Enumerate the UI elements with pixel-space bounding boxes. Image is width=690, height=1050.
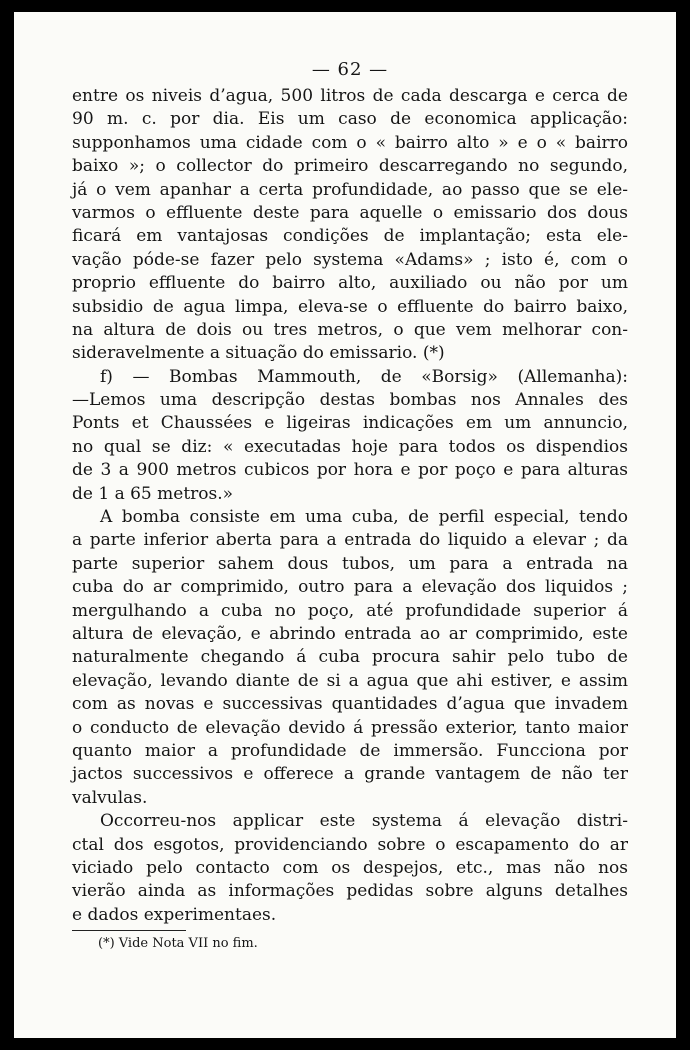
text-line: f) — Bombas Mammouth, de «Borsig» (Allemanha):: [100, 366, 628, 387]
text-line: viciado pelo contacto com os despejos, etc., mas não nos: [72, 857, 628, 878]
text-line: já o vem apanhar a certa profundidade, ao passo que se ele-: [72, 179, 628, 200]
book-page: [14, 12, 676, 1038]
text-line: entre os niveis d’agua, 500 litros de cada descarga e cerca de: [72, 86, 628, 106]
text-line: proprio effluente do bairro alto, auxiliado ou não por um: [72, 273, 628, 294]
text-line: de 3 a 900 metros cubicos por hora e por poço e para alturas: [72, 460, 628, 481]
page-text: [72, 58, 628, 953]
text-line: no qual se diz: « executadas hoje para todos os dispendios: [72, 436, 628, 457]
text-line: A bomba consiste em uma cuba, de perfil especial, tendo: [100, 507, 628, 528]
text-line: de 1 a 65 metros.»: [72, 483, 234, 504]
footnote: (*) Vide Nota VII no fim.: [98, 936, 258, 952]
text-line: sideravelmente a situação do emissario. (*): [72, 343, 445, 364]
text-line: naturalmente chegando á cuba procura sahir pelo tubo de: [72, 647, 628, 668]
text-line: subsidio de agua limpa, eleva-se o effluente do bairro baixo,: [72, 296, 628, 317]
text-line: ctal dos esgotos, providenciando sobre o escapamento do ar: [72, 834, 628, 855]
text-line: cuba do ar comprimido, outro para a elevação dos liquidos ;: [72, 577, 628, 598]
text-line: baixo »; o collector do primeiro descarregando no segundo,: [72, 156, 628, 177]
text-line: elevação, levando diante de si a agua que ahi estiver, e assim: [72, 670, 628, 691]
text-line: Occorreu-nos applicar este systema á elevação distri-: [100, 811, 628, 832]
text-line: valvulas.: [72, 787, 148, 808]
page-number: — 62 —: [311, 59, 389, 80]
text-line: com as novas e successivas quantidades d’agua que invadem: [72, 694, 628, 715]
text-line: na altura de dois ou tres metros, o que vem melhorar con-: [72, 319, 628, 340]
footnote-rule: [72, 930, 186, 931]
text-line: parte superior sahem dous tubos, um para a entrada na: [72, 553, 628, 574]
text-line: altura de elevação, e abrindo entrada ao ar comprimido, este: [72, 623, 628, 644]
text-line: quanto maior a profundidade de immersão. Funcciona por: [72, 740, 628, 761]
text-line: —Lemos uma descripção destas bombas nos Annales des: [72, 390, 628, 411]
text-line: e dados experimentaes.: [72, 904, 277, 925]
text-line: o conducto de elevação devido á pressão exterior, tanto maior: [72, 717, 628, 738]
text-line: a parte inferior aberta para a entrada do liquido a elevar ; da: [72, 530, 628, 551]
text-line: 90 m. c. por dia. Eis um caso de economica applicação:: [72, 109, 628, 130]
text-line: Ponts et Chaussées e ligeiras indicações em um annuncio,: [72, 413, 628, 434]
text-line: vierão ainda as informações pedidas sobre alguns detalhes: [72, 881, 628, 902]
text-line: vação póde-se fazer pelo systema «Adams» ; isto é, com o: [72, 249, 628, 270]
body-text: [72, 85, 628, 927]
text-line: supponhamos uma cidade com o « bairro alto » e o « bairro: [72, 132, 628, 153]
text-line: jactos successivos e offerece a grande vantagem de não ter: [72, 764, 628, 785]
text-line: varmos o effluente deste para aquelle o emissario dos dous: [72, 202, 628, 223]
text-line: mergulhando a cuba no poço, até profundidade superior á: [72, 600, 628, 621]
text-line: ficará em vantajosas condições de implantação; esta ele-: [72, 226, 628, 247]
